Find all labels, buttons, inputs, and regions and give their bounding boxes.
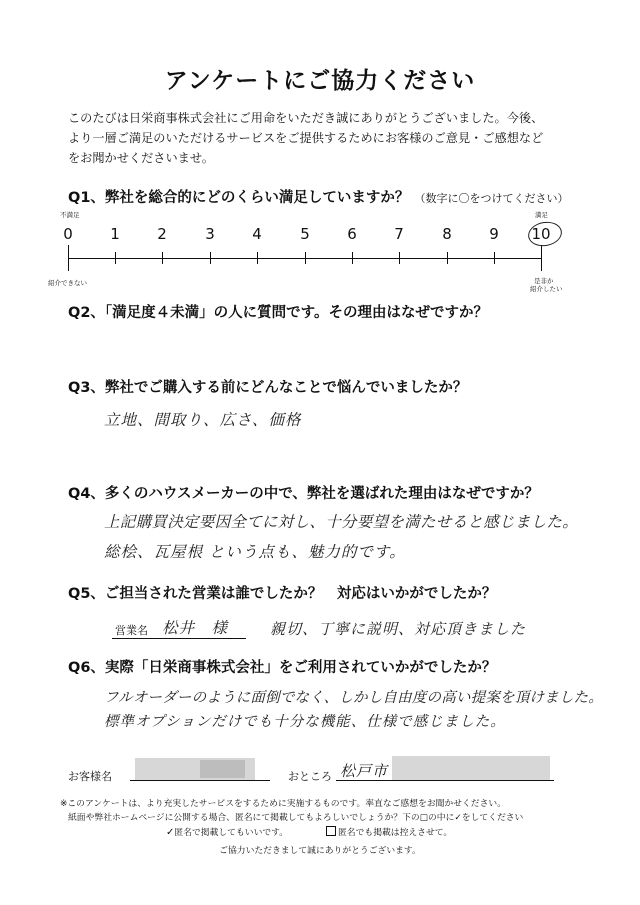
scale-number-9[interactable]: 9 <box>489 225 499 243</box>
scale-tick <box>210 252 211 264</box>
q3-label: Q3、弊社でご購入する前にどんなことで悩んでいましたか？ <box>68 380 468 396</box>
intro-line-3: をお聞かせくださいませ。 <box>68 151 214 165</box>
scale-right-bottom-label-2: 紹介したい <box>530 285 563 293</box>
address-redacted <box>392 756 550 780</box>
customer-name-label: お客様名 <box>68 770 112 783</box>
scale-number-1[interactable]: 1 <box>110 225 120 243</box>
scale-number-6[interactable]: 6 <box>347 225 357 243</box>
scale-tick <box>494 252 495 264</box>
scale-left-top-label: 不満足 <box>60 211 80 219</box>
anonymous-decline-label: 匿名でも掲載は控えさせて。 <box>338 828 453 838</box>
q3-answer: 立地、間取り、広さ、価格 <box>104 411 302 429</box>
anonymous-ok-label: 匿名で掲載してもいいです。 <box>174 828 289 838</box>
q2-label: Q2、「満足度４未満」の人に質問です。その理由はなぜですか？ <box>68 305 489 321</box>
q1-hint: （数字に〇をつけてください） <box>414 192 569 205</box>
q5-label: Q5、ご担当された営業は誰でしたか？ 対応はいかがでしたか？ <box>68 586 497 602</box>
scale-right-top-label: 満足 <box>535 211 548 219</box>
thanks-text: ご協力いただきまして誠にありがとうございます。 <box>219 846 421 856</box>
q4-answer-line-1: 上記購買決定要因全てに対し、十分要望を満たせると感じました。 <box>104 513 579 531</box>
scale-left-bottom-label: 紹介できない <box>48 279 87 287</box>
address-underline <box>336 780 554 781</box>
page-title: アンケートにご協力ください <box>164 68 476 94</box>
q6-answer-line-2: 標準オプションだけでも十分な機能、仕様で感じました。 <box>104 714 506 730</box>
q4-answer-line-2: 総桧、瓦屋根 という点も、魅力的です。 <box>104 543 406 561</box>
scale-tick <box>162 252 163 264</box>
scale-tick <box>399 252 400 264</box>
q1-label <box>68 186 568 207</box>
scale-number-3[interactable]: 3 <box>205 225 215 243</box>
customer-name-underline <box>130 780 270 781</box>
q5-answer: 親切、丁寧に説明、対応頂きました <box>270 620 527 638</box>
scale-number-2[interactable]: 2 <box>157 225 167 243</box>
q1-question: Q1、弊社を総合的にどのくらい満足していますか？ <box>68 190 410 206</box>
intro-line-2: より一層ご満足のいただけるサービスをご提供するためにお客様のご意見・ご感想など <box>68 131 544 145</box>
scale-tick <box>115 252 116 264</box>
intro-line-1: このたびは日栄商事株式会社にご用命をいただき誠にありがとうございました。今後、 <box>68 111 544 125</box>
scale-tick <box>541 245 542 271</box>
sales-name-underline <box>112 638 246 639</box>
scale-number-0[interactable]: 0 <box>63 225 73 243</box>
address-label: おところ <box>288 770 332 783</box>
q6-answer-line-1: フルオーダーのように面倒でなく、しかし自由度の高い提案を頂けました。 <box>104 690 603 706</box>
scale-number-8[interactable]: 8 <box>442 225 452 243</box>
q4-label: Q4、多くのハウスメーカーの中で、弊社を選ばれた理由はなぜですか？ <box>68 486 539 502</box>
footer-note-1: ※このアンケートは、より充実したサービスをするために実施するものです。率直なご感想をお聞かせください。 <box>60 799 506 809</box>
scale-tick <box>68 245 69 271</box>
scale-number-4[interactable]: 4 <box>252 225 262 243</box>
anonymous-decline-checkbox[interactable] <box>326 826 336 836</box>
sales-name-value: 松井 様 <box>162 619 229 637</box>
sales-name-label: 営業名 <box>115 624 148 637</box>
scale-right-bottom-label-1: 是非か <box>534 277 554 285</box>
intro-text <box>68 108 588 168</box>
address-visible-text: 松戸市 <box>340 762 389 780</box>
scale-tick <box>447 252 448 264</box>
customer-name-redacted <box>200 760 245 778</box>
scale-tick <box>305 252 306 264</box>
scale-number-10[interactable]: 10 <box>531 225 551 243</box>
q6-label: Q6、実際「日栄商事株式会社」をご利用されていかがでしたか？ <box>68 660 497 676</box>
scale-number-7[interactable]: 7 <box>394 225 404 243</box>
anonymous-decline-option[interactable] <box>326 825 452 838</box>
scale-number-5[interactable]: 5 <box>300 225 310 243</box>
anonymous-ok-option[interactable] <box>166 825 288 838</box>
footer-note-2: 紙面や弊社ホームページに公開する場合、匿名にて掲載してもよろしいでしょうか？下の□の中に✓をしてください <box>68 813 524 823</box>
anonymous-ok-checkbox[interactable]: ✓ <box>166 827 175 838</box>
scale-tick <box>257 252 258 264</box>
scale-tick <box>352 252 353 264</box>
